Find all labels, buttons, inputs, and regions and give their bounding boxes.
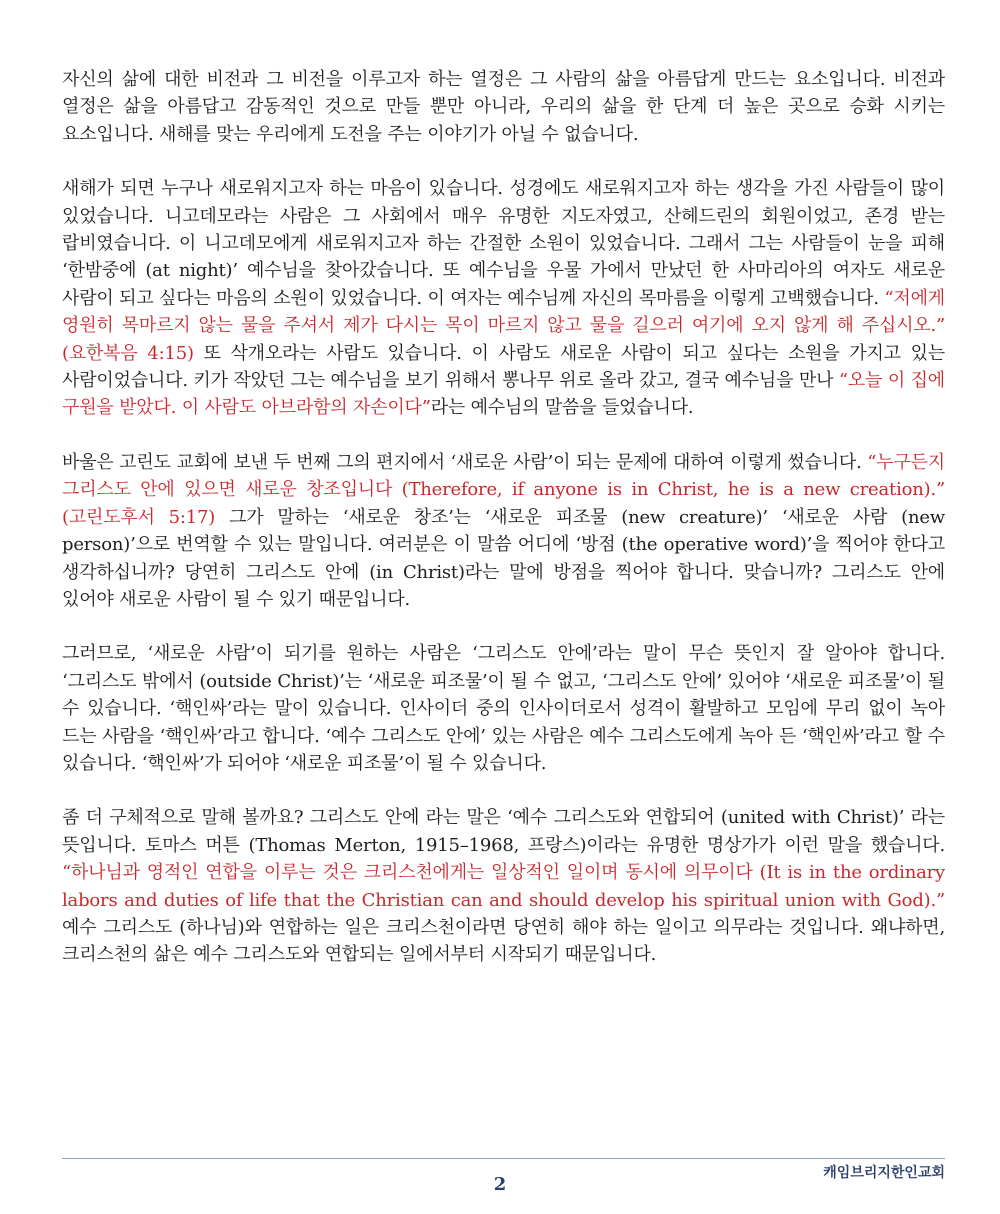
footer-divider [62, 1158, 945, 1159]
page-number: 2 [493, 1174, 507, 1195]
paragraph-vision-passion [62, 66, 945, 148]
text-run: 그러므로, ‘새로운 사람’이 되기를 원하는 사람은 ‘그리스도 안에’라는 말이 무슨 뜻인지 잘 알아야 합니다. ‘그리스도 밖에서 (outside Christ)’는 ‘새로운 피조물’이 될 수 없고, ‘그리스도 안에’ 있어야 ‘새로운 피조물’이 될 수 있습니다. ‘핵인싸’라는 말이 있습니다. 인사이더 중의 인사이더로서 성격이 활발하고 모임에 무리 없이 녹아 드는 사람을 ‘핵인싸’라고 합니다. ‘예수 그리스도 안에’ 있는 사람은 예수 그리스도에게 녹아 든 ‘핵인싸’라고 할 수 있습니다. ‘핵인싸’가 되어야 ‘새로운 피조물’이 될 수 있습니다. [62, 643, 945, 774]
paragraph-new-creation [62, 449, 945, 613]
page-content [62, 66, 945, 996]
text-run: 라는 예수님의 말씀을 들었습니다. [430, 397, 694, 419]
text-run: 자신의 삶에 대한 비전과 그 비전을 이루고자 하는 열정은 그 사람의 삶을 아름답게 만드는 요소입니다. 비전과 열정은 삶을 아름답고 감동적인 것으로 만들 뿐만 아니라, 우리의 삶을 한 단계 더 높은 곳으로 승화 시키는 요소입니다. 새해를 맞는 우리에게 도전을 주는 이야기가 아닐 수 없습니다. [62, 69, 945, 145]
text-run: 예수 그리스도 (하나님)와 연합하는 일은 크리스천이라면 당연히 해야 하는 일이고 의무라는 것입니다. 왜냐하면, 크리스천의 삶은 예수 그리스도와 연합되는 일에서부터 시작되기 때문입니다. [62, 916, 945, 966]
paragraph-in-christ [62, 640, 945, 777]
text-run: 좀 더 구체적으로 말해 볼까요? 그리스도 안에 라는 말은 ‘예수 그리스도와 연합되어 (united with Christ)’ 라는 뜻입니다. 토마스 머튼 (Thomas Merton, 1915–1968, 프랑스)이라는 유명한 명상가가 이런 말을 했습니다. [62, 807, 945, 856]
scripture-quote-zacchaeus: “오늘 이 집에 구원을 받았다. 이 사람도 아브라함의 자손이다” [62, 370, 945, 419]
text-run: 또 삭개오라는 사람도 있습니다. 이 사람도 새로운 사람이 되고 싶다는 소원을 가지고 있는 사람이었습니다. 키가 작았던 그는 예수님을 보기 위해서 뽕나무 위로 올라 갔고, 결국 예수님을 만나 [62, 342, 945, 392]
text-run: 바울은 고린도 교회에 보낸 두 번째 그의 편지에서 ‘새로운 사람’이 되는 문제에 대하여 이렇게 썼습니다. [62, 451, 868, 473]
text-run: 그가 말하는 ‘새로운 창조’는 ‘새로운 피조물 (new creature)’ ‘새로운 사람 (new person)’으로 번역할 수 있는 말입니다. 여러분은 이 말씀 어디에 ‘방점 (the operative word)’을 찍어야 한다고 생각하십니까? 당연히 그리스도 안에 (in Christ)라는 말에 방점을 찍어야 합니다. 맞습니까? 그리스도 안에 있어야 새로운 사람이 될 수 있기 때문입니다. [62, 506, 945, 610]
quote-thomas-merton: “하나님과 영적인 연합을 이루는 것은 크리스천에게는 일상적인 일이며 동시에 의무이다 (It is in the ordinary labors and duties of life that the Christian can and should develop his spiritual union with God).” [62, 862, 945, 911]
scripture-quote-corinthians: “누구든지 그리스도 안에 있으면 새로운 창조입니다 (Therefore, if anyone is in Christ, he is a new creation).” (고린도후서 5:17) [62, 451, 945, 528]
text-run: 새해가 되면 누구나 새로워지고자 하는 마음이 있습니다. 성경에도 새로워지고자 하는 생각을 가진 사람들이 많이 있었습니다. 니고데모라는 사람은 그 사회에서 매우 유명한 지도자였고, 산헤드린의 회원이었고, 존경 받는 랍비였습니다. 이 니고데모에게 새로워지고자 하는 간절한 소원이 있었습니다. 그래서 그는 사람들이 눈을 피해 ‘한밤중에 (at night)’ 예수님을 찾아갔습니다. 또 예수님을 우물 가에서 만났던 한 사마리아의 여자도 새로운 사람이 되고 싶다는 마음의 소원이 있었습니다. 이 여자는 예수님께 자신의 목마름을 이렇게 고백했습니다. [62, 178, 945, 309]
scripture-quote-john: “저에게 영원히 목마르지 않는 물을 주셔서 제가 다시는 목이 마르지 않고 물을 길으러 여기에 오지 않게 해 주십시오.” (요한복음 4:15) [62, 287, 945, 364]
paragraph-new-year-renewal [62, 175, 945, 422]
paragraph-union-with-christ [62, 804, 945, 968]
church-name: 캐임브리지한인교회 [823, 1165, 945, 1181]
